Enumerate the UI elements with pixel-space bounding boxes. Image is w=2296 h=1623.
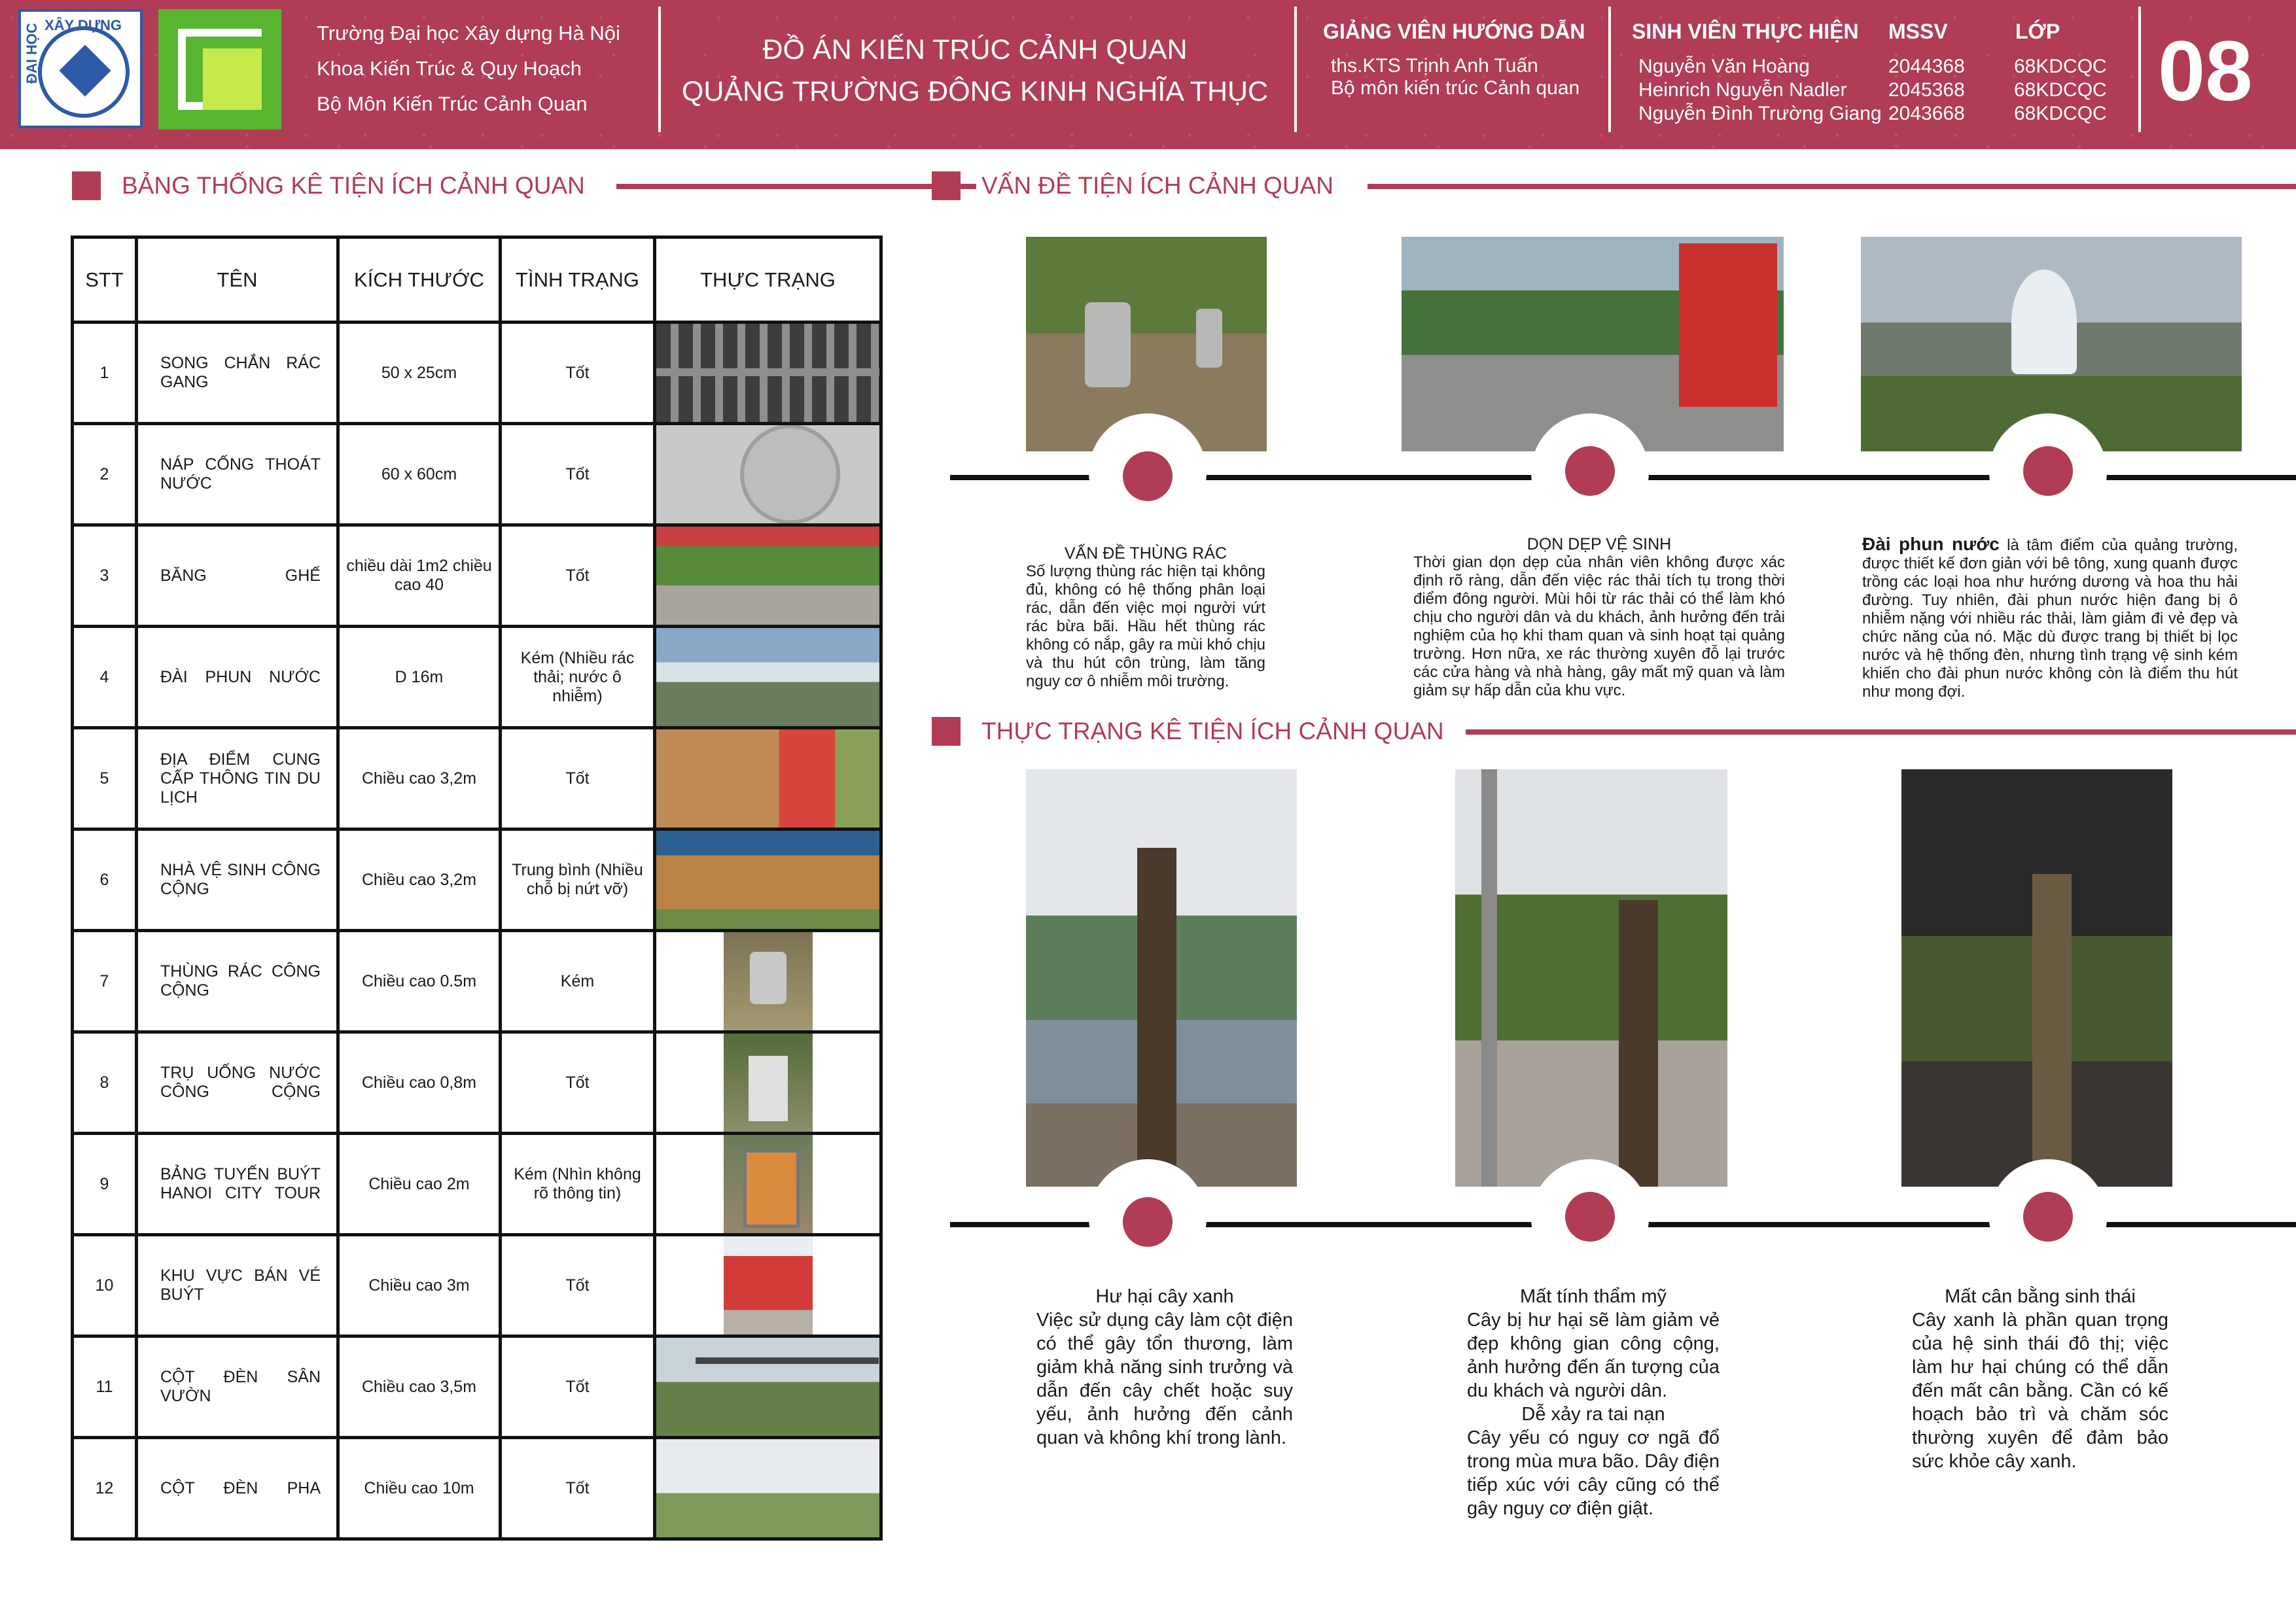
department-name: Bộ Môn Kiến Trúc Cảnh Quan	[317, 92, 588, 115]
header-divider	[1294, 7, 1297, 132]
status-caption-ecology	[1912, 1285, 2168, 1473]
section-marker	[932, 171, 961, 200]
section-heading-status	[932, 717, 2296, 746]
tree-trunk	[2032, 874, 2072, 1187]
trash-bin-photo	[724, 932, 813, 1030]
cell-name: CỘT ĐÈN PHA	[137, 1438, 338, 1539]
cell-stt: 10	[73, 1235, 137, 1336]
col-header-stt: STT	[73, 237, 137, 323]
cell-stt: 1	[73, 323, 137, 424]
table-row	[73, 829, 881, 931]
section-heading-issues	[932, 171, 2296, 200]
status-heading: Mất tính thẩm mỹ	[1519, 1286, 1667, 1307]
mssv-heading: MSSV	[1888, 20, 1948, 43]
issue-caption-cleaning	[1413, 535, 1785, 700]
cell-size: D 16m	[338, 627, 501, 728]
student-id: 2045368	[1888, 79, 1965, 101]
table-row	[73, 424, 881, 525]
bus-route-board-photo	[724, 1135, 813, 1233]
cell-size: 60 x 60cm	[338, 424, 501, 525]
cell-size: Chiều cao 3,5m	[338, 1336, 501, 1438]
students-list	[1638, 55, 1882, 126]
header-banner	[0, 0, 2296, 149]
issue-text: Số lượng thùng rác hiện tại không đủ, không có hệ thống phân loại rác, dẫn đến việc mọi người vứt rác bừa bãi. Hầu hết thùng rác không có nắp, gây ra mùi khó chịu và thu hút côn trùng, làm tăng nguy cơ ô nhiễm môi trường.	[1026, 563, 1265, 690]
cell-name: KHU VỰC BÁN VÉ BUÝT	[137, 1235, 338, 1336]
table-row	[73, 525, 881, 627]
logo-side-text: ĐẠI HỌC	[24, 23, 40, 84]
timeline-dot	[1123, 1197, 1173, 1247]
timeline-dot	[1123, 451, 1173, 501]
table-row	[73, 1134, 881, 1235]
students-heading: SINH VIÊN THỰC HIỆN	[1632, 20, 1859, 43]
advisor-heading: GIẢNG VIÊN HƯỚNG DẪN	[1323, 20, 1585, 43]
cell-status: Tốt	[501, 1336, 655, 1438]
cell-size: Chiều cao 10m	[338, 1438, 501, 1539]
class-list	[2014, 55, 2107, 126]
student-class: 68KDCQC	[2014, 103, 2107, 124]
section-marker	[932, 717, 961, 746]
cell-size: Chiều cao 3,2m	[338, 728, 501, 829]
advisor-info	[1331, 55, 1580, 99]
cell-size: Chiều cao 2m	[338, 1134, 501, 1235]
cell-name: CỘT ĐÈN SÂN VƯỜN	[137, 1336, 338, 1438]
university-logo	[18, 9, 143, 128]
issue-heading: DỌN DẸP VỆ SINH	[1527, 535, 1672, 553]
cell-photo	[655, 1336, 881, 1438]
issue-heading: VẤN ĐỀ THÙNG RÁC	[1064, 544, 1227, 563]
amenity-table	[71, 236, 883, 1541]
cell-size: chiều dài 1m2 chiều cao 40	[338, 525, 501, 627]
status-caption-tree-damage	[1036, 1285, 1293, 1450]
section-title: THỰC TRẠNG KÊ TIỆN ÍCH CẢNH QUAN	[981, 718, 1444, 744]
status-text: Cây bị hư hại sẽ làm giảm vẻ đẹp không gian công cộng, ảnh hưởng đến ấn tượng của du khách và người dân.	[1467, 1310, 1720, 1401]
tree-street-photo	[1455, 769, 1727, 1187]
page-number: 08	[2158, 23, 2253, 118]
section-title: VẤN ĐỀ TIỆN ÍCH CẢNH QUAN	[981, 172, 1333, 199]
cell-stt: 4	[73, 627, 137, 728]
section-heading-statistics	[72, 171, 903, 200]
manhole-cover-photo	[656, 425, 879, 523]
table-row	[73, 728, 881, 829]
student-id: 2043668	[1888, 103, 1965, 124]
cell-name: ĐỊA ĐIỂM CUNG CẤP THÔNG TIN DU LỊCH	[137, 728, 338, 829]
advisor-department: Bộ môn kiến trúc Cảnh quan	[1331, 77, 1580, 99]
faculty-name: Khoa Kiến Trúc & Quy Hoạch	[317, 57, 582, 80]
logo-top-text: XÂY DỰNG	[44, 17, 122, 33]
cell-status: Tốt	[501, 1235, 655, 1336]
section-rule	[1368, 184, 2296, 189]
header-divider	[2138, 7, 2141, 132]
cell-photo	[655, 728, 881, 829]
issue-caption-fountain	[1862, 535, 2238, 701]
cell-name: THÙNG RÁC CÔNG CỘNG	[137, 931, 338, 1032]
section-marker	[72, 171, 101, 200]
cell-stt: 8	[73, 1032, 137, 1134]
cell-size: 50 x 25cm	[338, 323, 501, 424]
cell-status: Kém (Nhìn không rõ thông tin)	[501, 1134, 655, 1235]
mssv-list	[1888, 55, 1965, 126]
status-heading: Mất cân bằng sinh thái	[1945, 1286, 2136, 1307]
table-row	[73, 323, 881, 424]
col-header-size: KÍCH THƯỚC	[338, 237, 501, 323]
university-name: Trường Đại học Xây dựng Hà Nội	[317, 22, 620, 44]
cell-size: Chiều cao 3m	[338, 1235, 501, 1336]
cell-photo	[655, 931, 881, 1032]
cell-photo	[655, 829, 881, 931]
cell-status: Tốt	[501, 525, 655, 627]
cell-stt: 3	[73, 525, 137, 627]
cell-name: NHÀ VỆ SINH CÔNG CỘNG	[137, 829, 338, 931]
status-text: Cây xanh là phần quan trọng của hệ sinh thái đô thị; việc làm hư hại chúng có thể dẫn đến mất cân bằng. Cần có kế hoạch bảo trì và chăm sóc thường xuyên để đảm bảo sức khỏe cây xanh.	[1912, 1310, 2168, 1472]
cell-status: Trung bình (Nhiều chỗ bị nứt vỡ)	[501, 829, 655, 931]
power-pole	[1481, 769, 1497, 1187]
cell-photo	[655, 323, 881, 424]
water-fountain-photo	[724, 1034, 813, 1132]
faculty-logo	[158, 9, 281, 130]
issue-caption-trash	[1026, 544, 1265, 691]
faculty-logo-block	[203, 48, 262, 110]
issue-heading: Đài phun nước	[1862, 534, 2000, 554]
cell-name: BĂNG GHẾ	[137, 525, 338, 627]
col-header-status: TÌNH TRẠNG	[501, 237, 655, 323]
advisor-name: ths.KTS Trịnh Anh Tuấn	[1331, 55, 1538, 77]
damaged-tree-photo	[1026, 769, 1297, 1187]
table-row	[73, 1438, 881, 1539]
timeline-dot	[1565, 446, 1615, 496]
status-text: Việc sử dụng cây làm cột điện có thể gây tổn thương, làm giảm khả năng sinh trưởng và dẫn đến cây chết hoặc suy yếu, ảnh hưởng đến cảnh quan và không khí trong lành.	[1036, 1310, 1293, 1448]
cell-stt: 11	[73, 1336, 137, 1438]
cell-name: ĐÀI PHUN NƯỚC	[137, 627, 338, 728]
section-title: BẢNG THỐNG KÊ TIỆN ÍCH CẢNH QUAN	[122, 172, 585, 199]
cell-name: TRỤ UỐNG NƯỚC CÔNG CỘNG	[137, 1032, 338, 1134]
bench-photo	[656, 527, 879, 625]
student-name: Nguyễn Văn Hoàng	[1638, 56, 1810, 77]
cell-stt: 2	[73, 424, 137, 525]
section-rule	[1466, 729, 2296, 735]
class-heading: LỚP	[2015, 20, 2060, 43]
cell-name: BẢNG TUYẾN BUÝT HANOI CITY TOUR	[137, 1134, 338, 1235]
table-row	[73, 1032, 881, 1134]
cell-status: Kém (Nhiều rác thải; nước ô nhiễm)	[501, 627, 655, 728]
cell-status: Tốt	[501, 1032, 655, 1134]
section-rule	[616, 184, 976, 189]
tree-trunk	[1137, 848, 1176, 1187]
university-info	[317, 16, 620, 122]
student-id: 2044368	[1888, 56, 1965, 77]
header-divider	[1608, 7, 1611, 132]
table-header-row	[73, 237, 881, 323]
floodlight-pole-photo	[656, 1439, 879, 1537]
tree-trunk	[1619, 900, 1658, 1187]
table-row	[73, 931, 881, 1032]
status-subtext: Cây yếu có nguy cơ ngã đổ trong mùa mưa bão. Dây điện tiếp xúc với cây cũng có thể gây nguy cơ điện giật.	[1467, 1427, 1720, 1519]
cell-stt: 6	[73, 829, 137, 931]
table-row	[73, 1336, 881, 1438]
cell-stt: 12	[73, 1438, 137, 1539]
cell-size: Chiều cao 0,8m	[338, 1032, 501, 1134]
info-kiosk-photo	[656, 729, 879, 828]
cell-photo	[655, 424, 881, 525]
cell-status: Tốt	[501, 1438, 655, 1539]
cell-stt: 7	[73, 931, 137, 1032]
cell-photo	[655, 1134, 881, 1235]
cell-status: Tốt	[501, 728, 655, 829]
cell-size: Chiều cao 3,2m	[338, 829, 501, 931]
table-row	[73, 627, 881, 728]
status-caption-aesthetics	[1467, 1285, 1720, 1520]
student-class: 68KDCQC	[2014, 79, 2107, 101]
cell-status: Kém	[501, 931, 655, 1032]
garden-lamp-photo	[656, 1338, 879, 1436]
timeline-dot	[2023, 446, 2073, 496]
project-title-line2: QUẢNG TRƯỜNG ĐÔNG KINH NGHĨA THỤC	[681, 76, 1269, 107]
student-name: Heinrich Nguyễn Nadler	[1638, 79, 1847, 101]
table-row	[73, 1235, 881, 1336]
cell-photo	[655, 1235, 881, 1336]
cell-size: Chiều cao 0.5m	[338, 931, 501, 1032]
status-heading: Hư hại cây xanh	[1095, 1286, 1234, 1307]
student-name: Nguyễn Đình Trường Giang	[1638, 103, 1882, 124]
cell-photo	[655, 1032, 881, 1134]
ticket-booth-photo	[724, 1236, 813, 1335]
cell-photo	[655, 627, 881, 728]
cell-stt: 9	[73, 1134, 137, 1235]
cell-stt: 5	[73, 728, 137, 829]
timeline-dot	[2023, 1192, 2073, 1242]
project-title	[661, 29, 1289, 113]
col-header-name: TÊN	[137, 237, 338, 323]
cell-name: NÁP CỐNG THOÁT NƯỚC	[137, 424, 338, 525]
issue-text: là tâm điểm của quảng trường, được thiết kế đơn giản với bê tông, xung quanh được trồng các loại hoa như hướng dương và hoa thu hải đường. Tuy nhiên, đài phun nước hiện đang bị ô nhiễm nặng với nhiều rác thải, làm giảm đi vẻ đẹp và chức năng của nó. Mặc dù được trang bị thiết bị lọc nước và hệ thống đèn, nhưng tình trạng vệ sinh kém khiến cho đài phun nước không còn là điểm thu hút như mong đợi.	[1862, 536, 2238, 701]
cell-photo	[655, 525, 881, 627]
issue-text: Thời gian dọn dẹp của nhân viên không được xác định rõ ràng, dẫn đến việc rác thải tích tụ trong thời điểm đông người. Mùi hôi từ rác thải có thể làm khó chịu cho người dân và du khách, ảnh hưởng đến trải nghiệm của họ khi tham quan và sinh hoạt tại quảng trường. Hơn nữa, xe rác thường xuyên đỗ lại trước các cửa hàng và nhà hàng, gây mất mỹ quan và làm giảm sự hấp dẫn của khu vực.	[1413, 553, 1785, 699]
col-header-photo: THỰC TRẠNG	[655, 237, 881, 323]
cell-status: Tốt	[501, 424, 655, 525]
public-toilet-photo	[656, 831, 879, 929]
fountain-photo	[656, 628, 879, 726]
night-tree-photo	[1901, 769, 2172, 1187]
cell-status: Tốt	[501, 323, 655, 424]
cell-photo	[655, 1438, 881, 1539]
timeline-dot	[1565, 1192, 1615, 1242]
drain-grate-photo	[656, 324, 879, 422]
project-title-line1: ĐỒ ÁN KIẾN TRÚC CẢNH QUAN	[762, 34, 1188, 65]
status-subheading: Dễ xảy ra tai nạn	[1521, 1404, 1665, 1425]
student-class: 68KDCQC	[2014, 56, 2107, 77]
cell-name: SONG CHẮN RÁC GANG	[137, 323, 338, 424]
